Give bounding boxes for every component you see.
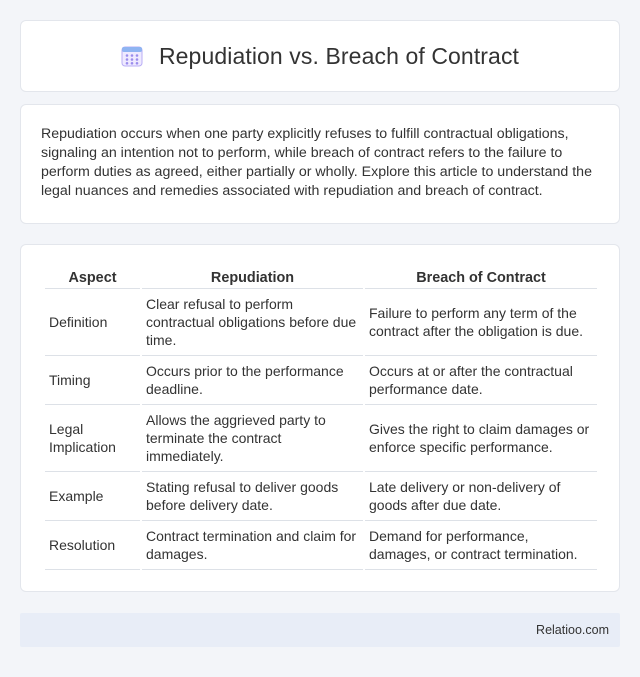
row-repudiation: Occurs prior to the performance deadline. xyxy=(142,356,363,405)
row-aspect: Legal Implication xyxy=(45,405,140,472)
title-wrap xyxy=(121,43,519,70)
footer-site-link[interactable]: Relatioo.com xyxy=(536,623,609,637)
footer-bar xyxy=(20,613,620,647)
row-aspect: Timing xyxy=(45,356,140,405)
table-row xyxy=(45,472,597,521)
table-row xyxy=(45,356,597,405)
row-aspect: Example xyxy=(45,472,140,521)
table-row xyxy=(45,405,597,472)
row-breach: Gives the right to claim damages or enforce specific performance. xyxy=(365,405,597,472)
row-repudiation: Clear refusal to perform contractual obligations before due time. xyxy=(142,289,363,356)
row-breach: Demand for performance, damages, or contract termination. xyxy=(365,521,597,570)
row-breach: Occurs at or after the contractual performance date. xyxy=(365,356,597,405)
row-repudiation: Stating refusal to deliver goods before delivery date. xyxy=(142,472,363,521)
row-breach: Failure to perform any term of the contract after the obligation is due. xyxy=(365,289,597,356)
row-aspect: Definition xyxy=(45,289,140,356)
intro-paragraph: Repudiation occurs when one party explicitly refuses to fulfill contractual obligations, signaling an intention not to perform, while breach of contract refers to the failure to perform duties as agreed, either partially or wholly. Explore this article to understand the legal nuances and remedies associated with repudiation and breach of contract. xyxy=(41,126,592,199)
table-row xyxy=(45,289,597,356)
row-aspect: Resolution xyxy=(45,521,140,570)
row-repudiation: Contract termination and claim for damages. xyxy=(142,521,363,570)
table-row xyxy=(45,521,597,570)
table-header-row xyxy=(45,265,597,289)
page-title: Repudiation vs. Breach of Contract xyxy=(158,42,520,69)
intro-card xyxy=(20,104,620,224)
comparison-table xyxy=(43,265,599,570)
row-repudiation: Allows the aggrieved party to terminate the contract immediately. xyxy=(142,405,363,472)
header-breach: Breach of Contract xyxy=(365,265,597,289)
header-repudiation: Repudiation xyxy=(142,265,363,289)
row-breach: Late delivery or non-delivery of goods after due date. xyxy=(365,472,597,521)
comparison-card xyxy=(20,244,620,592)
title-card xyxy=(20,20,620,92)
header-aspect: Aspect xyxy=(45,265,140,289)
calendar-icon xyxy=(121,45,143,67)
